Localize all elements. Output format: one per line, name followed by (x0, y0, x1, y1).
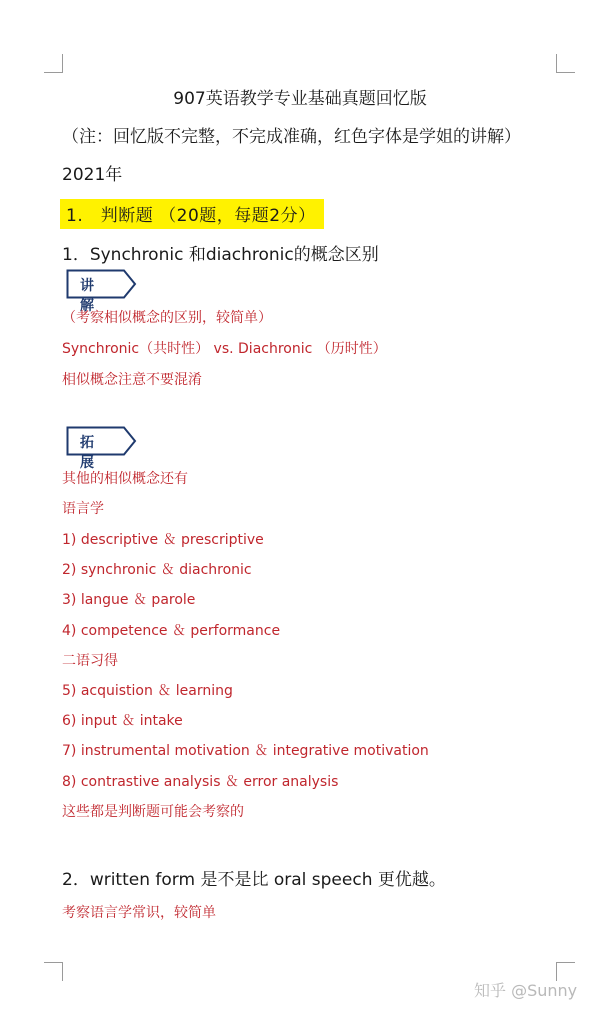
extension-line: 1) descriptive ＆ prescriptive (62, 532, 264, 548)
explanation-line: 考察语言学常识，较简单 (62, 905, 216, 921)
watermark: 知乎 @Sunny (474, 981, 578, 1000)
document-title: 907英语教学专业基础真题回忆版 (173, 89, 427, 109)
extension-line: 5) acquistion ＆ learning (62, 683, 233, 699)
year-heading: 2021年 (62, 165, 123, 185)
extension-line: 二语习得 (62, 653, 118, 669)
question-1: 1．Synchronic 和diachronic的概念区别 (62, 245, 379, 265)
page-corner-mark-top-right (556, 54, 575, 73)
extension-line: 其他的相似概念还有 (62, 471, 188, 487)
extension-tag-label: 拓展 (80, 435, 94, 471)
question-2: 2．written form 是不是比 oral speech 更优越。 (62, 870, 446, 890)
explanation-line: （考察相似概念的区别，较简单） (62, 310, 272, 326)
extension-line: 3) langue ＆ parole (62, 592, 196, 608)
extension-line: 这些都是判断题可能会考察的 (62, 804, 244, 820)
extension-line: 4) competence ＆ performance (62, 623, 281, 639)
extension-line: 8) contrastive analysis ＆ error analysis (62, 774, 339, 790)
tag-arrow-shape (66, 426, 138, 456)
explanation-line: 相似概念注意不要混淆 (62, 372, 202, 388)
extension-line: 6) input ＆ intake (62, 713, 183, 729)
extension-line: 7) instrumental motivation ＆ integrative motivation (62, 743, 429, 759)
section-heading-highlighted: 1. 判断题 （20题，每题2分） (60, 199, 324, 229)
page-corner-mark-bottom-left (44, 962, 63, 981)
document-note: （注：回忆版不完整，不完成准确，红色字体是学姐的讲解） (62, 127, 521, 147)
extension-line: 语言学 (62, 501, 104, 517)
explanation-tag-label: 讲解 (80, 278, 94, 314)
page-corner-mark-top-left (44, 54, 63, 73)
explanation-line: Synchronic（共时性） vs. Diachronic （历时性） (62, 341, 387, 357)
extension-line: 2) synchronic ＆ diachronic (62, 562, 252, 578)
tag-arrow-shape (66, 269, 138, 299)
